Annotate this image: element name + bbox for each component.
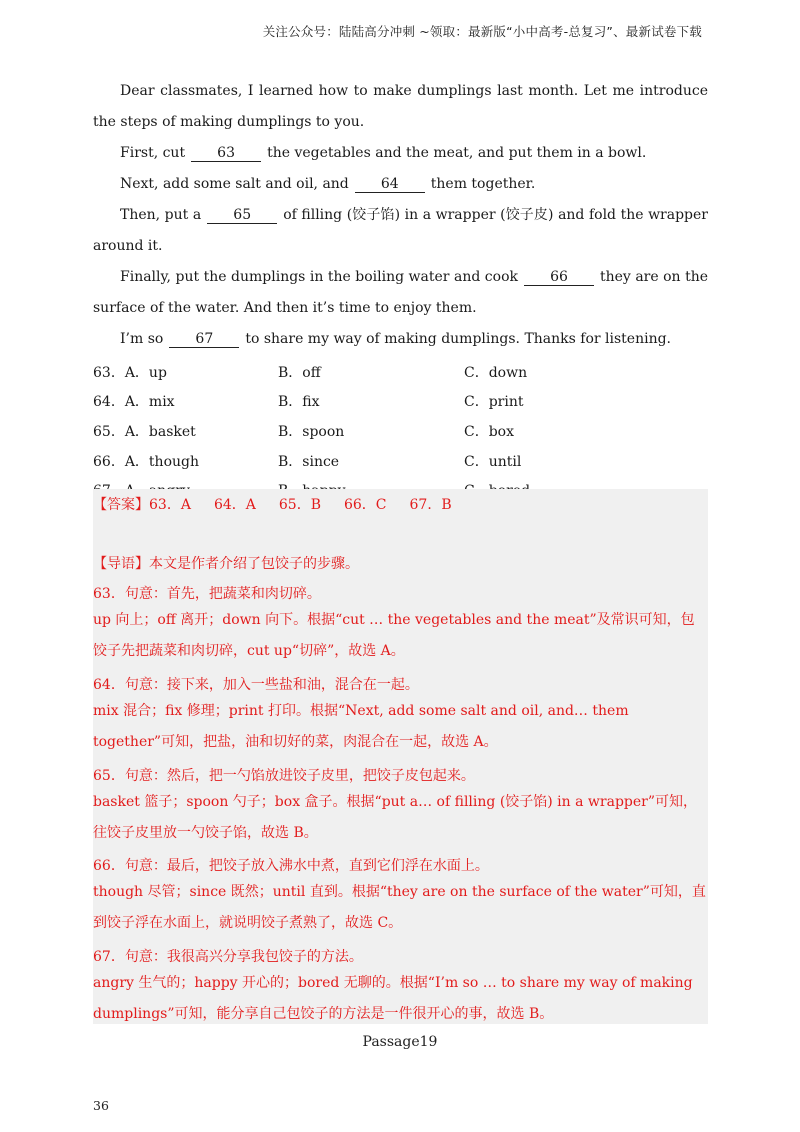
answer-key bbox=[93, 494, 475, 514]
q67-title: 67．句意：我很高兴分享我包饺子的方法。 bbox=[93, 949, 363, 965]
option-row bbox=[93, 446, 708, 476]
paragraph-step-2 bbox=[93, 169, 708, 200]
q65-title: 65．句意：然后，把一勺馅放进饺子皮里，把饺子皮包起来。 bbox=[93, 768, 475, 784]
paragraph-intro: Dear classmates, I learned how to make dumplings last month. Let me introduce the steps of making dumplings to you. bbox=[93, 83, 708, 130]
blank-64: 64 bbox=[355, 177, 425, 193]
passage-body bbox=[93, 76, 708, 505]
answer-label: 【答案】 bbox=[93, 497, 149, 513]
answer-key-item: 66．C bbox=[343, 497, 387, 513]
paragraph-closing bbox=[93, 324, 708, 355]
q64-explanation: mix 混合；fix 修理；print 打印。根据“Next, add some salt and oil, and… them together”可知，把盐，油和切好的菜，肉混合在一起，故选 A。 bbox=[93, 703, 629, 750]
q63-title: 63．句意：首先，把蔬菜和肉切碎。 bbox=[93, 586, 321, 602]
step-3-text-a: Then, put a bbox=[120, 207, 202, 223]
paragraph-step-4 bbox=[93, 262, 708, 324]
step-1-text-b: the vegetables and the meat, and put them in a bowl. bbox=[267, 145, 647, 161]
option-c: C．print bbox=[464, 394, 524, 411]
option-c: C．box bbox=[464, 423, 514, 440]
option-b: B．off bbox=[278, 364, 321, 381]
closing-text-b: to share my way of making dumplings. Thanks for listening. bbox=[245, 331, 672, 347]
blank-63: 63 bbox=[191, 146, 261, 162]
step-2-text-b: them together. bbox=[430, 176, 536, 192]
paragraph-step-3 bbox=[93, 200, 708, 262]
q66-explanation: though 尽管；since 既然；until 直到。根据“they are on the surface of the water”可知，直到饺子浮在水面上，就说明饺子煮熟了，故选 C。 bbox=[93, 884, 706, 931]
option-a: 66．A．though bbox=[93, 453, 199, 470]
option-a: 64．A．mix bbox=[93, 394, 175, 411]
q63-explanation: up 向上；off 离开；down 向下。根据“cut … the vegetables and the meat”及常识可知，包饺子先把蔬菜和肉切碎，cut up“切碎”，故选 A。 bbox=[93, 612, 695, 659]
q67-explanation: angry 生气的；happy 开心的；bored 无聊的。根据“I’m so … to share my way of making dumplings”可知，能分享自己包饺子的方法是一件很开心的事，故选 B。 bbox=[93, 975, 693, 1022]
step-4-text-b: they are on the surface of the water. And then it’s time to enjoy them. bbox=[93, 269, 708, 316]
option-b: B．fix bbox=[278, 394, 320, 411]
step-3-text-b: of filling (饺子馅) in a wrapper (饺子皮) and fold the wrapper around it. bbox=[93, 207, 708, 254]
answer-key-item: 67．B bbox=[409, 497, 452, 513]
blank-67: 67 bbox=[169, 332, 239, 348]
option-b: B．spoon bbox=[278, 423, 345, 440]
paragraph-step-1 bbox=[93, 138, 708, 169]
guide-text: 【导语】本文是作者介绍了包饺子的步骤。 bbox=[93, 556, 359, 572]
option-a: 65．A．basket bbox=[93, 423, 196, 440]
closing-text-a: I’m so bbox=[120, 331, 164, 347]
option-row bbox=[93, 387, 708, 417]
page-header: 关注公众号：陆陆高分冲刺 ~领取：最新版“小中高考-总复习”、最新试卷下载 bbox=[262, 24, 702, 39]
option-c: C．down bbox=[464, 364, 528, 381]
q64-title: 64．句意：接下来，加入一些盐和油，混合在一起。 bbox=[93, 677, 419, 693]
q65-explanation: basket 篮子；spoon 勺子；box 盒子。根据“put a… of filling (饺子馅) in a wrapper”可知，往饺子皮里放一勺饺子馅，故选 B。 bbox=[93, 794, 698, 841]
q66-title: 66．句意：最后，把饺子放入沸水中煮，直到它们浮在水面上。 bbox=[93, 858, 489, 874]
option-row bbox=[93, 357, 708, 387]
step-2-text-a: Next, add some salt and oil, and bbox=[120, 176, 349, 192]
step-1-text-a: First, cut bbox=[120, 145, 186, 161]
answer-key-item: 64．A bbox=[213, 497, 256, 513]
answer-section bbox=[93, 489, 708, 1024]
step-4-text-a: Finally, put the dumplings in the boiling water and cook bbox=[120, 269, 518, 285]
answer-key-item: 65．B bbox=[278, 497, 321, 513]
page-number: 36 bbox=[93, 1098, 109, 1113]
option-c: C．until bbox=[464, 453, 522, 470]
answer-key-item: 63．A bbox=[149, 497, 191, 513]
next-passage-label: Passage19 bbox=[362, 1034, 438, 1050]
blank-66: 66 bbox=[524, 270, 594, 286]
blank-65: 65 bbox=[207, 208, 277, 224]
option-row bbox=[93, 416, 708, 446]
option-b: B．since bbox=[278, 453, 340, 470]
options-list bbox=[93, 357, 708, 505]
option-a: 63．A．up bbox=[93, 364, 167, 381]
